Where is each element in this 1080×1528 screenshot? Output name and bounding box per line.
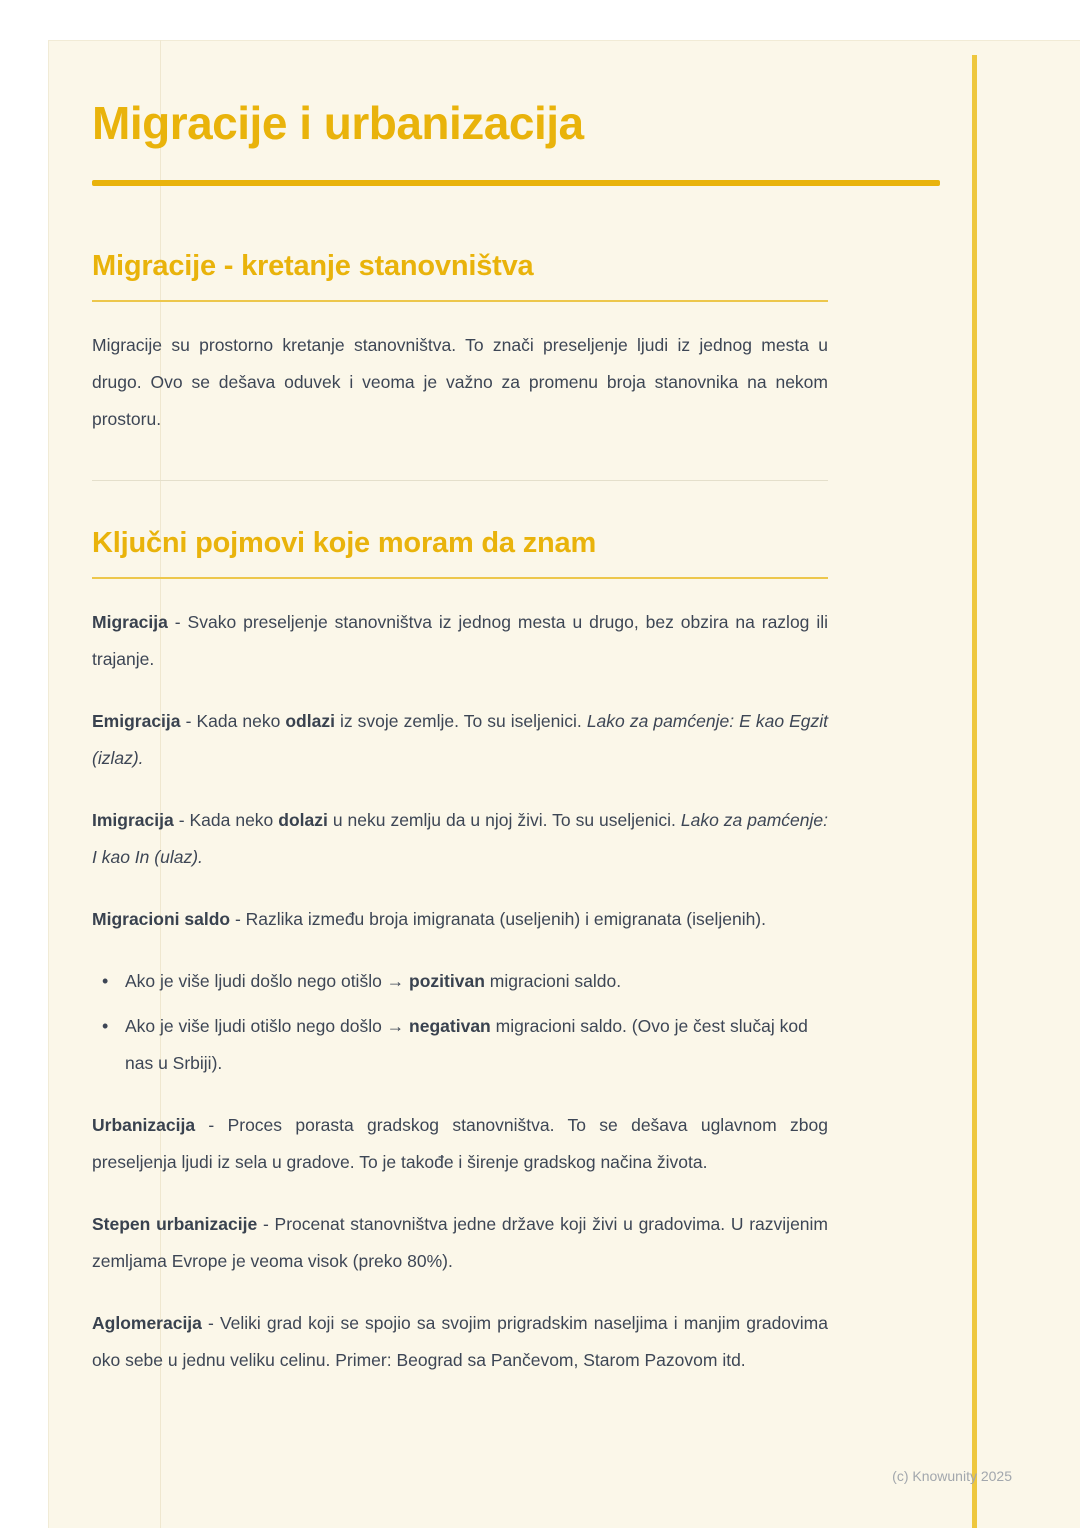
term-stepen-urbanizacije: Stepen urbanizacije - Procenat stanovništva jedne države koji živi u gradovima. U razvijenim zemljama Evrope je veoma visok (preko 80%). <box>92 1214 829 1271</box>
term-urbanizacija: Urbanizacija - Proces porasta gradskog stanovništva. To se dešava uglavnom zbog preseljenja ljudi iz sela u gradove. To je takođe i širenje gradskog načina života. <box>92 1115 828 1172</box>
heading-underline <box>92 300 828 302</box>
heading-underline <box>92 577 828 579</box>
title-underline <box>92 180 940 186</box>
intro-paragraph: Migracije su prostorno kretanje stanovništva. To znači preseljenje ljudi iz jednog mesta u drugo. Ovo se dešava oduvek i veoma je važno za promenu broja stanovnika na nekom prostoru. <box>92 335 828 429</box>
section-heading-migracije: Migracije - kretanje stanovništva <box>92 250 534 282</box>
section-key-terms <box>92 527 828 1379</box>
section-migracije <box>92 250 828 438</box>
term-emigracija: Emigracija - Kada neko odlazi iz svoje zemlje. To su iseljenici. Lako za pamćenje: E kao Egzit (izlaz). <box>92 711 829 768</box>
term-aglomeracija: Aglomeracija - Veliki grad koji se spojio sa svojim prigradskim naseljima i manjim gradovima oko sebe u jednu veliku celinu. Primer: Beograd sa Pančevom, Starom Pazovom itd. <box>92 1313 828 1370</box>
accent-vertical-line <box>972 55 977 1528</box>
footer-credit: (c) Knowunity 2025 <box>892 1468 1012 1484</box>
saldo-bullet-list <box>92 963 828 1082</box>
document-content <box>92 96 828 1379</box>
page-title: Migracije i urbanizacija <box>92 97 584 149</box>
term-migracija: Migracija - Svako preseljenje stanovništva iz jednog mesta u drugo, bez obzira na razlog ili trajanje. <box>92 612 828 669</box>
term-imigracija: Imigracija - Kada neko dolazi u neku zemlju da u njoj živi. To su useljenici. Lako za pamćenje: I kao In (ulaz). <box>92 810 828 867</box>
section-divider <box>92 480 828 481</box>
bullet-item-pozitivan: • Ako je više ljudi došlo nego otišlo → pozitivan migracioni saldo. <box>92 963 828 1000</box>
section-heading-key-terms: Ključni pojmovi koje moram da znam <box>92 527 597 559</box>
bullet-item-negativan: • Ako je više ljudi otišlo nego došlo → negativan migracioni saldo. (Ovo je čest slučaj kod nas u Srbiji). <box>92 1008 828 1082</box>
term-migracioni-saldo: Migracioni saldo - Razlika između broja imigranata (useljenih) i emigranata (iseljenih). <box>92 909 766 929</box>
